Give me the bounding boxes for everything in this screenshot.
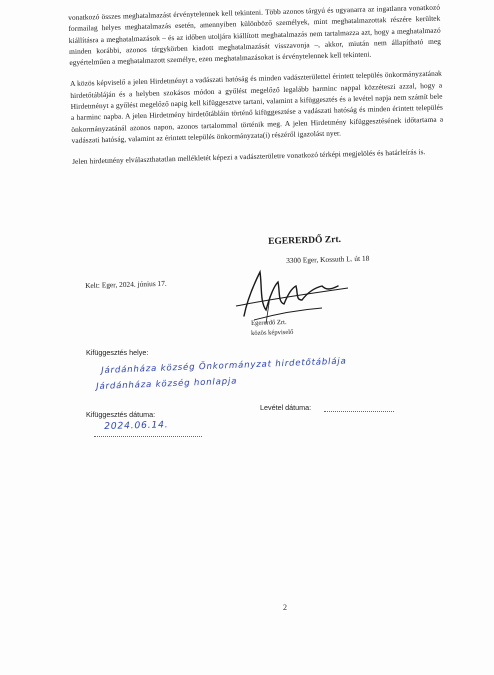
paragraph-proxy-rules: vonatkozó összes meghatalmazást érvénytelennek kell tekinteni. Több azonos tárgyú és ugyanarra az ingatlanra vonatkozó formailag helyes meghatalmazás esetén, amennyiben különböző személyek, mint meghatalmazottak részére kerültek kiállításra a meghatalmazások – és az időben utoljára kiállított meghatalmazás nem tartalmazza azt, hogy a meghatalmazó minden korábbi, azonos tárgykörben kiadott meghatalmazását visszavonja –, akkor, miután nem állapítható meg egyértelműen a meghatalmazott személye, ezen meghatalmazásokat is érvénytelennek kell tekinteni. [68,2,442,68]
posting-place-label: Kifüggesztés helye: [86,348,149,357]
posting-date-label: Kifüggesztés dátuma: [86,410,156,419]
signer-company: Egererdő Zrt. [251,319,287,327]
removal-date-line [324,411,394,412]
posting-place-line-1: Járdánháza község Önkormányzat hirdetőtáblája [101,356,347,376]
posting-date-value: 2024.06.14. [104,419,169,432]
company-address: 3300 Eger, Kossuth L. út 18 [286,253,370,265]
paragraph-publication: A közös képviselő a jelen Hirdetményt a vadászati hatóság és minden vadászterülettel érintett település önkormányzatának hirdetőtábláján és a helyben szokásos módon a gyűlést megelőző legalább harminc nappal közzéteszi azzal, hogy a Hirdetményt a gyűlést megelőző napig kell kifüggesztve tartani, valamint a kifüggesztés és a levétel napja nem számít bele a harminc napba. A jelen Hirdetmény hirdetőtábláin történő kifüggesztése a vadászati hatóság és minden érintett település önkormányzatánál azonos napon, azonos tartalommal történik meg. A jelen Hirdetmény kifüggesztésének időtartama a vadászati hatóság, valamint az érintett település önkormányzata(i) részéről igazolást nyer. [69,69,444,145]
issue-date: Kelt: Eger, 2024. június 17. [85,278,167,290]
body-text [68,2,444,178]
signature-image [226,266,356,328]
posting-date-line [94,436,202,437]
removal-date-label: Levétel dátuma: [260,403,312,412]
posting-place-line-2: Járdánháza község honlapja [96,376,238,392]
paragraph-annex: Jelen hirdetmény elválaszthatatlan mellékletét képezi a vadászterületre vonatkozó térképi megjelölés és határleírás is. [72,147,426,167]
page-number: 2 [283,603,287,612]
signer-title: közös képviselő [251,328,294,337]
company-name: EGERERDŐ Zrt. [268,234,342,247]
